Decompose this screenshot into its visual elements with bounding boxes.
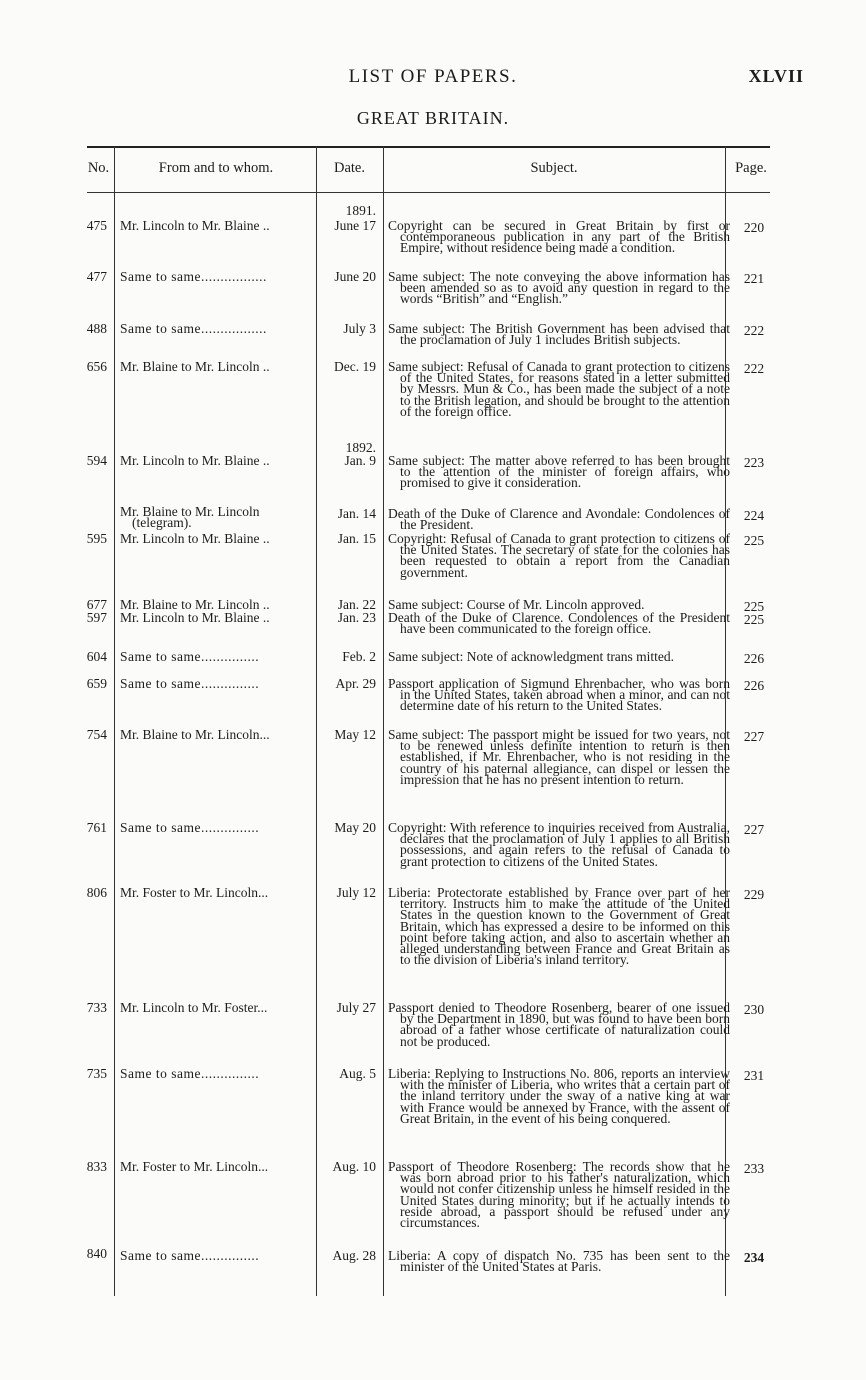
row-number: 594	[86, 453, 107, 468]
row-from-to: Same to same...............	[120, 1066, 260, 1081]
section-title: GREAT BRITAIN.	[356, 108, 510, 128]
row-number: 833	[86, 1159, 107, 1174]
row-subject: Same subject: The British Government has been advised that the proclamation of July 1 includes British subjects.	[388, 321, 730, 348]
row-from-to: Same to same...............	[120, 820, 260, 835]
row-page: 225	[743, 533, 765, 548]
column-header-subject: Subject.	[530, 160, 578, 176]
row-from-to: Mr. Foster to Mr. Lincoln...	[120, 885, 269, 900]
row-date: Jan. 23	[337, 610, 376, 625]
column-divider	[114, 146, 115, 1296]
row-number: 595	[86, 531, 107, 546]
row-page: 229	[743, 887, 765, 902]
row-number: 656	[86, 359, 107, 374]
row-date: May 20	[334, 820, 376, 835]
row-page: 223	[743, 455, 765, 470]
row-from-to: Mr. Lincoln to Mr. Foster...	[120, 1000, 268, 1015]
row-date: Jan. 15	[337, 531, 376, 546]
row-number: 840	[86, 1246, 107, 1261]
row-page: 226	[743, 678, 765, 693]
row-subject: Passport of Theodore Rosenberg: The records show that he was born abroad prior to his father's naturalization, which would not confer citizenship unless he himself resided in the United States during minority; but if he actually intends to reside abroad, a passport should be refused under any circumstances.	[388, 1159, 730, 1231]
row-subject: Same subject: Note of acknowledgment trans mitted.	[388, 649, 675, 664]
row-page: 222	[743, 361, 765, 376]
column-header-no: No.	[87, 160, 110, 176]
row-date: Feb. 2	[342, 649, 376, 664]
row-date: June 17	[334, 218, 376, 233]
row-number: 597	[86, 610, 107, 625]
row-subject: Death of the Duke of Clarence. Condolences of the President have been communicated to the foreign office.	[388, 610, 730, 637]
row-from-to: Mr. Lincoln to Mr. Blaine ..	[120, 610, 270, 625]
page-title: LIST OF PAPERS.	[348, 66, 518, 87]
row-from-to: Mr. Blaine to Mr. Lincoln (telegram).	[120, 504, 260, 531]
row-page: 226	[743, 651, 765, 666]
row-date: Aug. 28	[332, 1248, 376, 1263]
row-number: 488	[86, 321, 107, 336]
row-date: Dec. 19	[334, 359, 376, 374]
row-from-to: Same to same.................	[120, 269, 267, 284]
row-subject: Copyright: With reference to inquiries received from Australia, declares that the proclamation of July 1 applies to all British possessions, and again refers to the refusal of Canada to grant protection to citizens of the United States.	[388, 820, 730, 869]
row-subject: Copyright: Refusal of Canada to grant protection to citizens of the United States. The secretary of state for the colonies has been requested to obtain a report from the Canadian government.	[388, 531, 730, 580]
row-number: 735	[86, 1066, 107, 1081]
row-page: 227	[743, 822, 765, 837]
column-header-page: Page.	[735, 160, 767, 176]
row-date: Jan. 22	[337, 597, 376, 612]
row-page: 227	[743, 729, 765, 744]
row-number: 477	[86, 269, 107, 284]
row-from-to: Mr. Foster to Mr. Lincoln...	[120, 1159, 269, 1174]
row-subject: Same subject: The passport might be issued for two years, not to be renewed unless definite intention to return is then established, if Mr. Ehrenbacher, who is not residing in the country of his paternal allegiance, can dispel or lessen the impression that he has no present intention to return.	[388, 727, 730, 787]
row-from-to: Mr. Blaine to Mr. Lincoln ..	[120, 359, 270, 374]
row-page: 234	[743, 1250, 765, 1265]
row-page: 221	[743, 271, 765, 286]
row-date: Jan. 14	[337, 506, 376, 521]
row-number: 659	[86, 676, 107, 691]
column-header-date: Date.	[334, 160, 365, 176]
table-top-rule	[87, 146, 770, 148]
row-from-to: Same to same...............	[120, 649, 260, 664]
row-page: 224	[743, 508, 765, 523]
row-page: 225	[743, 599, 765, 614]
row-from-to: Same to same...............	[120, 676, 260, 691]
row-page: 230	[743, 1002, 765, 1017]
row-subject: Liberia: Replying to Instructions No. 806, reports an interview with the minister of Liberia, who writes that a certain part of the inland territory under the sway of a native king at war with France would be annexed by France, with the assent of Great Britain, in the event of his being conquered.	[388, 1066, 730, 1126]
year-label: 1892.	[345, 440, 376, 455]
row-subject: Passport application of Sigmund Ehrenbacher, who was born in the United States, taken abroad when a minor, and can not determine date of his return to the United States.	[388, 676, 730, 714]
row-date: Aug. 10	[332, 1159, 376, 1174]
column-divider	[383, 146, 384, 1296]
page-number: XLVII	[748, 66, 804, 86]
row-from-to: Mr. Lincoln to Mr. Blaine ..	[120, 218, 270, 233]
row-from-to: Mr. Blaine to Mr. Lincoln...	[120, 727, 270, 742]
row-subject: Same subject: Refusal of Canada to grant protection to citizens of the United States, for reasons stated in a letter submitted by Messrs. Mun & Co., has been made the subject of a note to the British legation, and should be brought to the attention of the foreign office.	[388, 359, 730, 419]
row-number: 475	[86, 218, 107, 233]
row-number: 733	[86, 1000, 107, 1015]
column-divider	[316, 146, 317, 1296]
row-subject: Same subject: The note conveying the above information has been amended so as to avoid any question in regard to the words “British” and “English.”	[388, 269, 730, 307]
row-date: Jan. 9	[344, 453, 376, 468]
row-from-to: Same to same.................	[120, 321, 267, 336]
row-from-to: Mr. Lincoln to Mr. Blaine ..	[120, 531, 270, 546]
row-number: 754	[86, 727, 107, 742]
row-subject: Same subject: Course of Mr. Lincoln approved.	[388, 597, 645, 612]
row-from-to: Mr. Blaine to Mr. Lincoln ..	[120, 597, 270, 612]
row-date: Aug. 5	[339, 1066, 376, 1081]
row-date: July 3	[343, 321, 376, 336]
page-header	[0, 66, 866, 96]
row-subject: Copyright can be secured in Great Britain by first or contemporaneous publication in any part of the British Empire, without residence being made a condition.	[388, 218, 730, 256]
row-from-to: Mr. Lincoln to Mr. Blaine ..	[120, 453, 270, 468]
row-date: Apr. 29	[335, 676, 376, 691]
year-label: 1891.	[345, 203, 376, 218]
row-number: 761	[86, 820, 107, 835]
row-number: 806	[86, 885, 107, 900]
row-subject: Liberia: Protectorate established by France over part of her territory. Instructs him to make the attitude of the United States in the question known to the Government of Great Britain, which has expressed a desire to be informed on this point before taking action, and also to ascertain whether an alleged understanding between France and Great Britain as to the division of Liberia's inland territory.	[388, 885, 730, 968]
row-number: 677	[86, 597, 107, 612]
row-date: July 27	[336, 1000, 376, 1015]
row-page: 233	[743, 1161, 765, 1176]
row-date: May 12	[334, 727, 376, 742]
row-subject: Passport denied to Theodore Rosenberg, bearer of one issued by the Department in 1890, but was found to have been born abroad of a father whose certificate of naturalization could not be produced.	[388, 1000, 730, 1049]
row-subject: Death of the Duke of Clarence and Avondale: Condolences of the President.	[388, 506, 730, 533]
column-header-from-to: From and to whom.	[158, 160, 274, 176]
table-header-rule	[87, 192, 770, 193]
row-page: 222	[743, 323, 765, 338]
row-page: 231	[743, 1068, 765, 1083]
row-subject: Liberia: A copy of dispatch No. 735 has been sent to the minister of the United States at Paris.	[388, 1248, 730, 1275]
row-from-to: Same to same...............	[120, 1248, 260, 1263]
row-page: 220	[743, 220, 765, 235]
row-date: July 12	[336, 885, 376, 900]
row-number: 604	[86, 649, 107, 664]
row-date: June 20	[334, 269, 376, 284]
row-page: 225	[743, 612, 765, 627]
row-subject: Same subject: The matter above referred to has been brought to the attention of the minister of foreign affairs, who promised to give it consideration.	[388, 453, 730, 491]
papers-table	[87, 146, 770, 1296]
